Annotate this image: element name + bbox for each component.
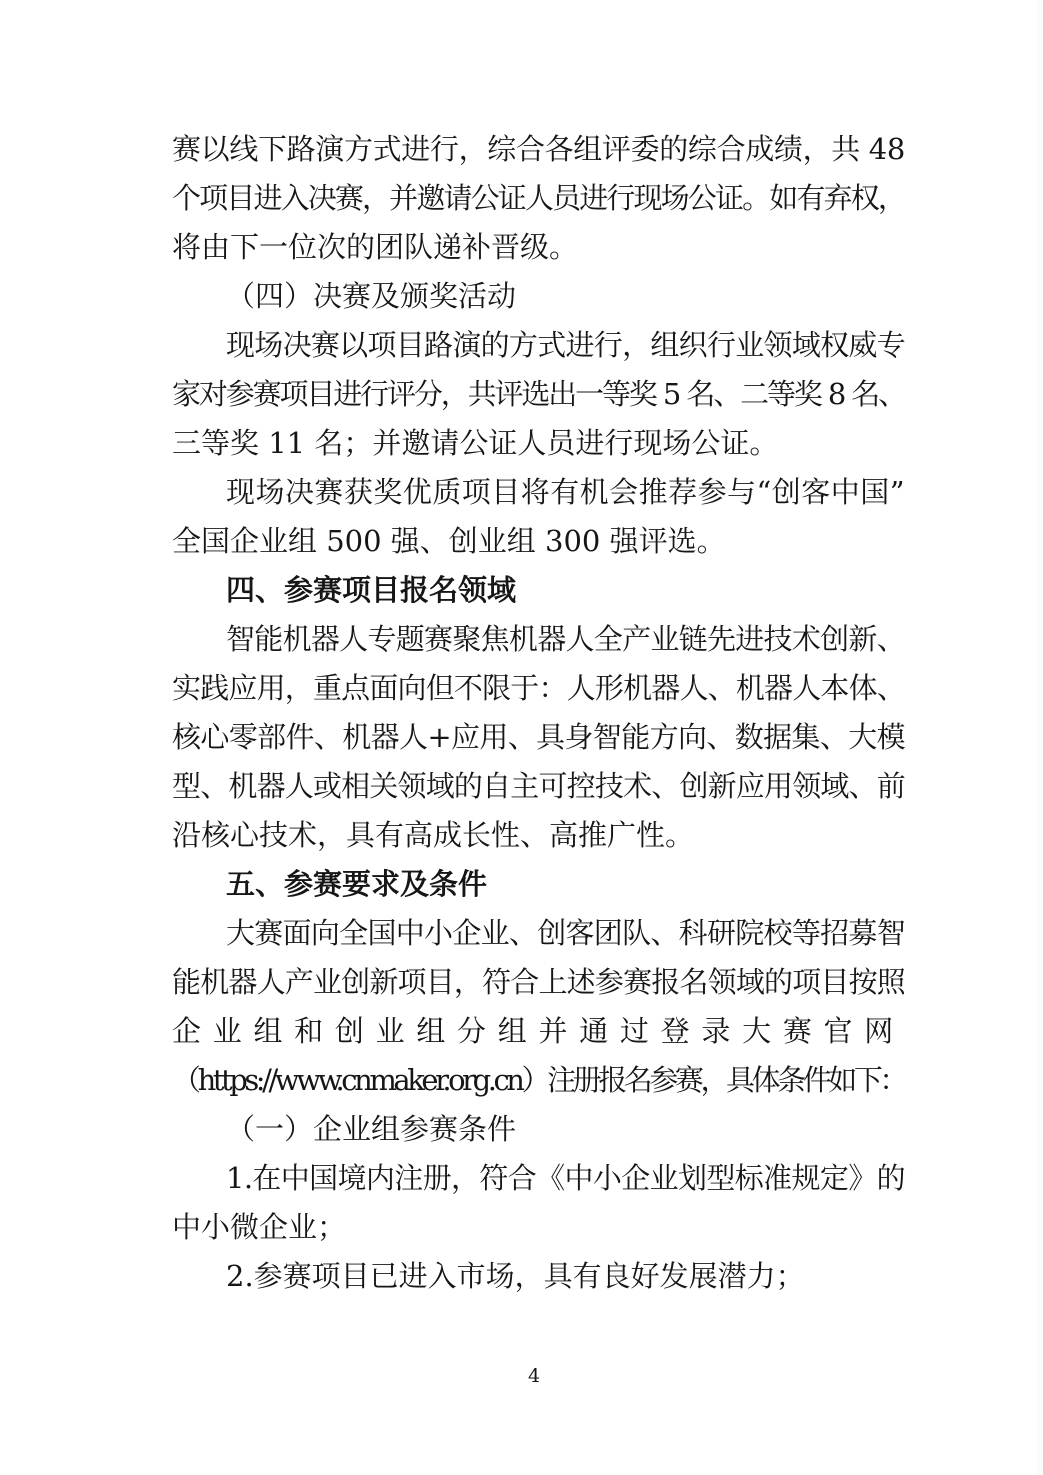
body-line: 企业组和创业组分组并通过登录大赛官网 [172,1014,905,1048]
body-line: 现场决赛以项目路演的方式进行，组织行业领域权威专 [226,328,905,362]
body-line: 将由下一位次的团队递补晋级。 [172,230,579,264]
body-line: 实践应用，重点面向但不限于：人形机器人、机器人本体、 [172,671,905,705]
body-line: 型、机器人或相关领域的自主可控技术、创新应用领域、前 [172,769,905,803]
scan-edge-shade [1037,0,1043,1475]
body-line: 中小微企业； [172,1210,347,1244]
heading-finals-and-awards: （四）决赛及颁奖活动 [226,279,517,313]
body-line: 大赛面向全国中小企业、创客团队、科研院校等招募智 [226,916,905,950]
body-line: 智能机器人专题赛聚焦机器人全产业链先进技术创新、 [226,622,905,656]
body-line: 家对参赛项目进行评分，共评选出一等奖 5 名、二等奖 8 名、 [172,377,905,411]
body-line: 现场决赛获奖优质项目将有机会推荐参与“创客中国” [226,475,905,509]
body-line-with-url: （https://www.cnmaker.org.cn）注册报名参赛，具体条件如下： [172,1063,905,1097]
heading-section4-registration-fields: 四、参赛项目报名领域 [226,573,517,607]
body-line: 全国企业组 500 强、创业组 300 强评选。 [172,524,726,558]
body-line: 赛以线下路演方式进行，综合各组评委的综合成绩，共 48 [172,132,905,166]
body-line: 核心零部件、机器人+应用、具身智能方向、数据集、大模 [172,720,905,754]
body-line: 沿核心技术，具有高成长性、高推广性。 [172,818,695,852]
body-line: 能机器人产业创新项目，符合上述参赛报名领域的项目按照 [172,965,905,999]
page-number: 4 [528,1365,541,1387]
text-block [172,125,905,1301]
heading-enterprise-group-conditions: （一）企业组参赛条件 [226,1112,517,1146]
body-line: 2.参赛项目已进入市场，具有良好发展潜力； [226,1259,805,1293]
body-line: 三等奖 11 名；并邀请公证人员进行现场公证。 [172,426,779,460]
body-line: 个项目进入决赛，并邀请公证人员进行现场公证。如有弃权， [172,181,905,215]
heading-section5-requirements: 五、参赛要求及条件 [226,867,488,901]
body-line: 1.在中国境内注册，符合《中小企业划型标准规定》的 [226,1161,905,1195]
